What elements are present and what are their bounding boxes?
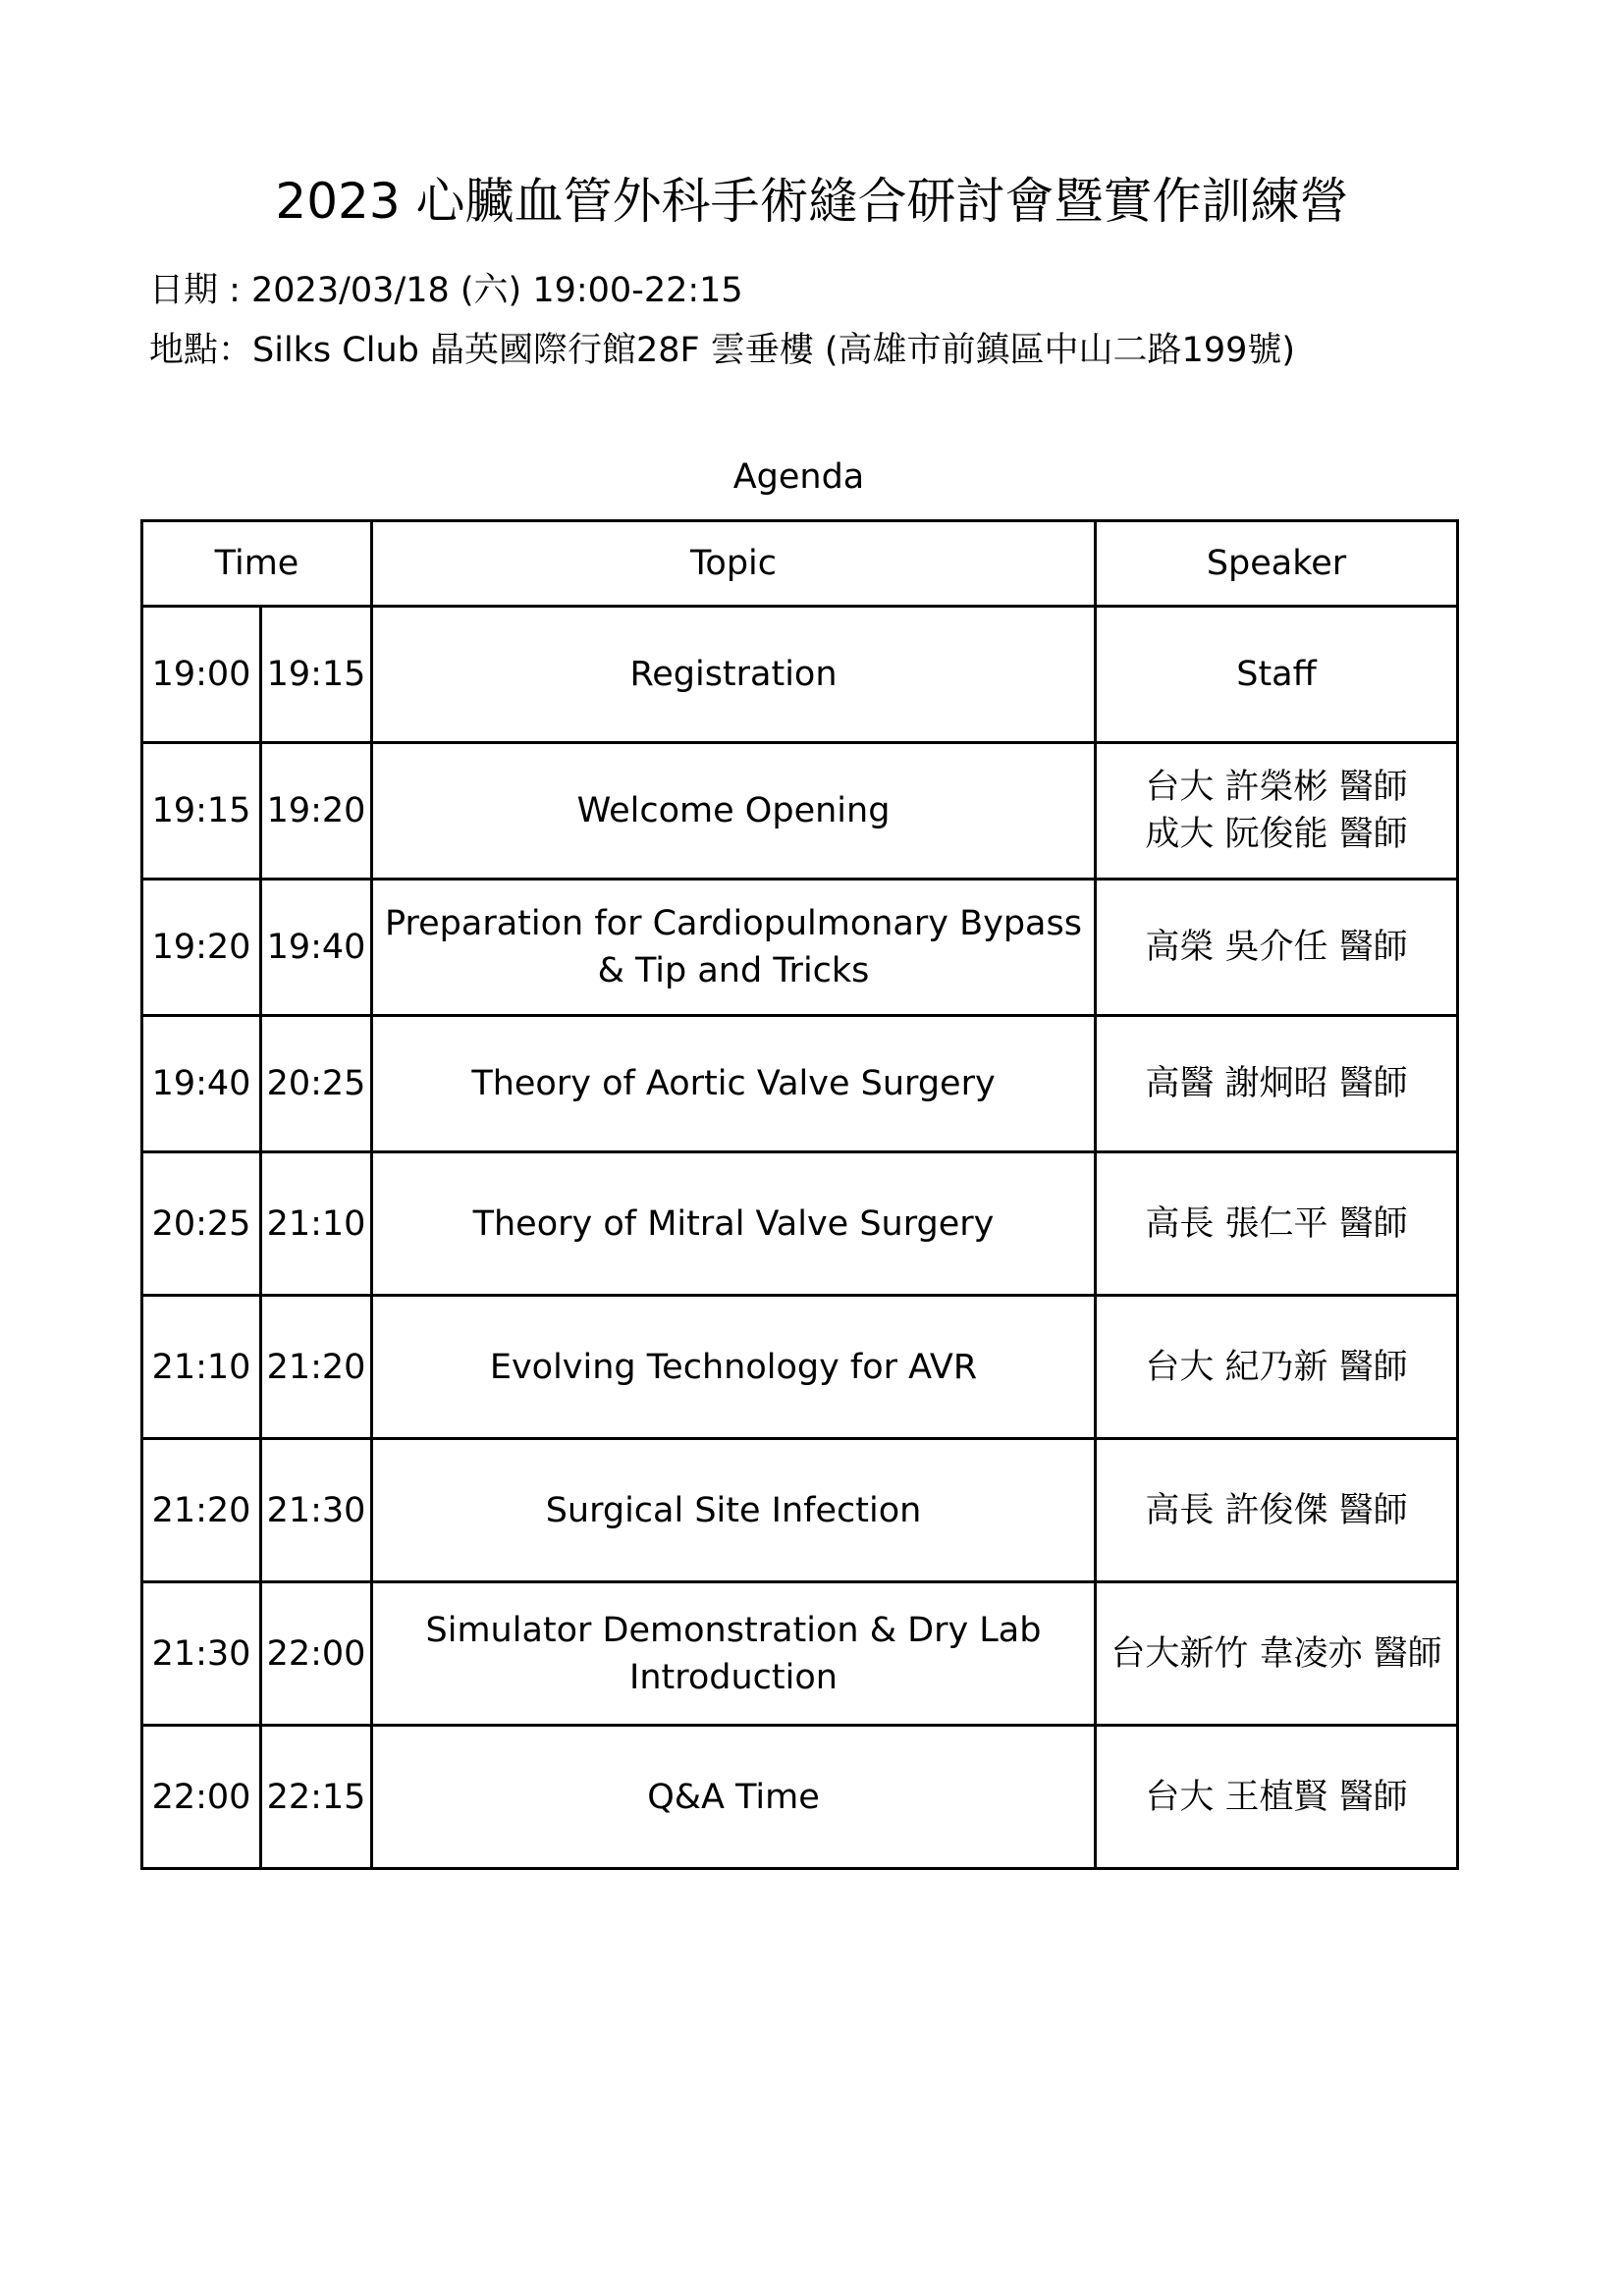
speaker-cell: [1096, 1016, 1458, 1152]
end-time-cell: 21:10: [261, 1152, 372, 1296]
end-time-cell: 19:15: [261, 607, 372, 743]
speaker-cell: [1096, 1726, 1458, 1869]
agenda-heading: Agenda: [732, 457, 865, 497]
topic-cell: Simulator Demonstration & Dry Lab Introduction: [372, 1582, 1096, 1726]
start-time-cell: 19:15: [142, 743, 261, 880]
speaker-cell: [1096, 743, 1458, 880]
end-time-cell: 22:15: [261, 1726, 372, 1869]
start-time-cell: 21:20: [142, 1439, 261, 1582]
end-time-cell: 22:00: [261, 1582, 372, 1726]
agenda-body: [142, 607, 1458, 1869]
speaker-name: 成大 阮俊能 醫師: [1145, 815, 1408, 854]
agenda-row: [142, 743, 1458, 880]
start-time-cell: 22:00: [142, 1726, 261, 1869]
agenda-table: [140, 519, 1459, 1870]
topic-cell: Preparation for Cardiopulmonary Bypass & Tip and Tricks: [372, 880, 1096, 1016]
speaker-column-header: Speaker: [1096, 521, 1458, 607]
speaker-cell: [1096, 607, 1458, 743]
speaker-name: 高長 許俊傑 醫師: [1145, 1490, 1408, 1530]
start-time-cell: 19:20: [142, 880, 261, 1016]
event-date: 日期 : 2023/03/18 (六) 19:00-22:15: [149, 271, 743, 310]
speaker-cell: [1096, 880, 1458, 1016]
end-time-cell: 20:25: [261, 1016, 372, 1152]
end-time-cell: 21:20: [261, 1296, 372, 1439]
speaker-name: 台大 許榮彬 醫師: [1145, 768, 1408, 807]
speaker-name: 台大新竹 韋凌亦 醫師: [1110, 1633, 1442, 1674]
agenda-header-row: [142, 521, 1458, 607]
speaker-name: 高醫 謝炯昭 醫師: [1145, 1064, 1408, 1103]
topic-cell: Registration: [372, 607, 1096, 743]
agenda-row: [142, 1296, 1458, 1439]
topic-cell: Q&A Time: [372, 1726, 1096, 1869]
time-column-header: Time: [142, 521, 372, 607]
start-time-cell: 19:40: [142, 1016, 261, 1152]
topic-cell: Surgical Site Infection: [372, 1439, 1096, 1582]
topic-cell: Welcome Opening: [372, 743, 1096, 880]
start-time-cell: 21:30: [142, 1582, 261, 1726]
agenda-row: [142, 880, 1458, 1016]
topic-cell: Evolving Technology for AVR: [372, 1296, 1096, 1439]
agenda-row: [142, 1152, 1458, 1296]
speaker-cell: [1096, 1439, 1458, 1582]
start-time-cell: 21:10: [142, 1296, 261, 1439]
start-time-cell: 20:25: [142, 1152, 261, 1296]
end-time-cell: 19:40: [261, 880, 372, 1016]
speaker-cell: [1096, 1582, 1458, 1726]
agenda-row: [142, 1726, 1458, 1869]
start-time-cell: 19:00: [142, 607, 261, 743]
topic-cell: Theory of Mitral Valve Surgery: [372, 1152, 1096, 1296]
speaker-name: 台大 王植賢 醫師: [1145, 1777, 1408, 1817]
speaker-name: 高長 張仁平 醫師: [1145, 1203, 1408, 1244]
end-time-cell: 19:20: [261, 743, 372, 880]
agenda-row: [142, 1582, 1458, 1726]
speaker-name: 高榮 吳介任 醫師: [1145, 928, 1408, 967]
topic-cell: Theory of Aortic Valve Surgery: [372, 1016, 1096, 1152]
event-venue: 地點：Silks Club 晶英國際行館28F 雲垂樓 (高雄市前鎮區中山二路199號): [149, 331, 1296, 370]
topic-column-header: Topic: [372, 521, 1096, 607]
speaker-name: 台大 紀乃新 醫師: [1145, 1347, 1408, 1387]
agenda-row: [142, 1439, 1458, 1582]
end-time-cell: 21:30: [261, 1439, 372, 1582]
agenda-row: [142, 607, 1458, 743]
agenda-row: [142, 1016, 1458, 1152]
speaker-cell: [1096, 1152, 1458, 1296]
speaker-name: Staff: [1236, 655, 1317, 694]
speaker-cell: [1096, 1296, 1458, 1439]
document-title: 2023 心臟血管外科手術縫合研討會暨實作訓練營: [275, 173, 1349, 230]
